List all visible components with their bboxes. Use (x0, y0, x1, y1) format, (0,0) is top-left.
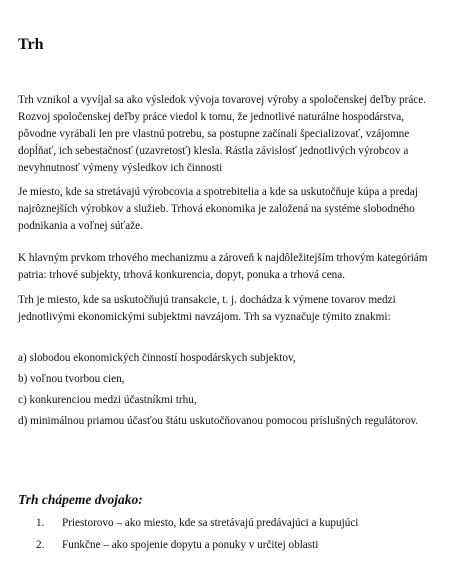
paragraph-line: Trh vznikol a vyvíjal sa ako výsledok vývoja tovarovej výroby a spoločenskej deľby práce. (18, 94, 427, 106)
paragraph-transactions (18, 292, 456, 326)
paragraph-line: Je miesto, kde sa stretávajú výrobcovia a spotrebitelia a kde sa uskutočňuje kúpa a predaj (18, 186, 418, 198)
section-subheading: Trh chápeme dvojako: (18, 492, 143, 507)
page-title: Trh (18, 36, 44, 53)
paragraph-line: pôvodne vyrábali len pre vlastnú potrebu, sa postupne začínali špecializovať, vzájomne (18, 128, 410, 140)
paragraph-line: podnikania a voľnej súťaže. (18, 220, 143, 232)
characteristic-item: a) slobodou ekonomických činností hospodárskych subjektov, (18, 352, 296, 364)
item-number: 1. (36, 517, 45, 529)
paragraph-line: nevyhnutnosť výmeny výsledkov ich činnosti (18, 162, 223, 174)
characteristic-item: d) minimálnou priamou účasťou štátu uskutočňovanou pomocou príslušných regulátorov. (18, 415, 419, 427)
paragraph-line: Rozvoj spoločenskej deľby práce viedol k tomu, že jednotlivé naturálne hospodárstva, (18, 111, 405, 123)
paragraph-line: patria: trhové subjekty, trhová konkurencia, dopyt, ponuka a trhová cena. (18, 269, 346, 281)
characteristic-item: b) voľnou tvorbou cien, (18, 373, 125, 385)
numbered-item (36, 539, 318, 551)
paragraph-line: K hlavným prvkom trhového mechanizmu a zároveň k najdôležitejším trhovým kategóriám (18, 252, 428, 264)
paragraph-origin (18, 92, 456, 177)
paragraph-line: najrôznejších výrobkov a služieb. Trhová ekonomika je založená na systéme slobodného (18, 203, 415, 215)
paragraph-line: jednotlivými ekonomickými subjektmi navzájom. Trh sa vyznačuje týmito znakmi: (18, 311, 391, 323)
numbered-item (36, 517, 358, 529)
item-text: Funkčne – ako spojenie dopytu a ponuky v určitej oblasti (62, 539, 319, 551)
item-text: Priestorovo – ako miesto, kde sa stretávajú predávajúci a kupujúci (62, 517, 359, 529)
paragraph-line: Trh je miesto, kde sa uskutočňujú transakcie, t. j. dochádza k výmene tovarov medzi (18, 294, 396, 306)
paragraph-line: dopĺňať, ich sebestačnosť (uzavretosť) klesla. Rástla závislosť jednotlivých výrobcov a (18, 145, 409, 157)
characteristic-item: c) konkurenciou medzi účastníkmi trhu, (18, 394, 197, 406)
paragraph-definition (18, 184, 456, 235)
paragraph-elements (18, 250, 456, 284)
item-number: 2. (36, 539, 45, 551)
